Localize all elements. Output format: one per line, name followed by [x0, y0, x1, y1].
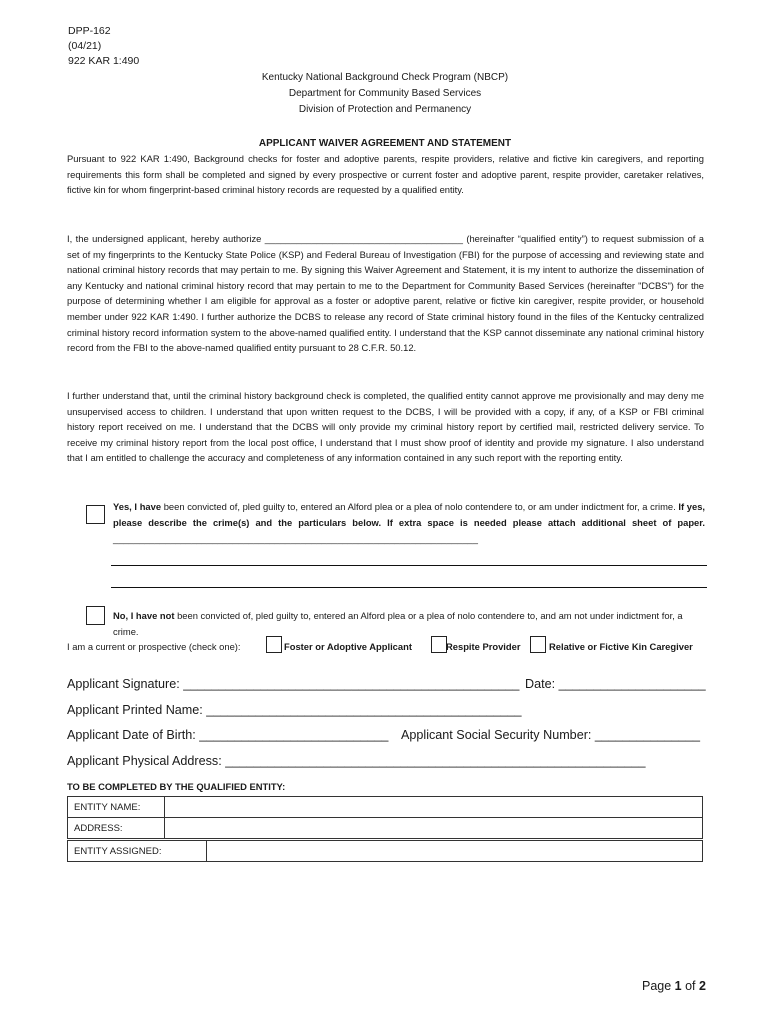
physical-address-field[interactable]: Applicant Physical Address: ____________________________________________________________ [67, 754, 646, 768]
entity-table [67, 796, 703, 839]
page-of: of [681, 979, 699, 993]
entity-assigned-table [67, 840, 703, 862]
division-name: Division of Protection and Permanency [298, 104, 472, 115]
page-indicator [642, 979, 706, 993]
program-name: Kentucky National Background Check Program (NBCP) [261, 72, 509, 83]
respite-provider-checkbox[interactable] [431, 636, 447, 653]
department-name: Department for Community Based Services [288, 88, 482, 99]
table-row [68, 818, 703, 839]
entity-address-input[interactable] [165, 818, 703, 839]
crime-description-line-2[interactable] [111, 587, 707, 588]
entity-name-input[interactable] [165, 797, 703, 818]
form-number: DPP-162 [68, 25, 111, 37]
entity-address-label: ADDRESS: [68, 818, 165, 839]
authorization-paragraph: I, the undersigned applicant, hereby authorize ______________________________________ (hereinafter “qualified entity”) to request submission of a set of my fingerprints to the Kentucky State Police (KSP) and Federal Bureau of Investigation (FBI) for the purpose of accessing and reviewing state and national criminal history records that may pertain to me. By signing this Waiver Agreement and Statement, it is my intent to authorize the dissemination of any Kentucky and national criminal history record that may pertain to me to the Department for Community Based Services (hereinafter "DCBS") for the purpose of determining whether I am eligible for approval as a foster or adoptive parent, relative or fictive kin caregiver, respite provider, or household member under 922 KAR 1:490. I further authorize the DCBS to release any record of State criminal history found in the files of the Kentucky centralized criminal history record information system to the above-named qualified entity. I understand that the KSP cannot disseminate any national criminal history record from the FBI to the above-named qualified entity pursuant to 28 C.F.R. 50.12. [67, 233, 704, 354]
applicant-type-prompt: I am a current or prospective (check one): [67, 641, 241, 652]
foster-adoptive-checkbox[interactable] [266, 636, 282, 653]
entity-assigned-input[interactable] [207, 841, 703, 862]
applicant-type-row [67, 639, 241, 655]
form-revision: (04/21) [68, 40, 102, 52]
entity-section-heading: TO BE COMPLETED BY THE QUALIFIED ENTITY: [67, 781, 286, 792]
agency-block [0, 70, 770, 118]
relative-kin-checkbox[interactable] [530, 636, 546, 653]
form-regulation: 922 KAR 1:490 [68, 55, 140, 67]
yes-instruction: If yes, please describe the crime(s) and the particulars below. If extra space is needed please attach additional sheet of paper. [113, 501, 706, 528]
crime-description-line-1[interactable] [111, 565, 707, 566]
respite-provider-label: Respite Provider [446, 641, 521, 652]
yes-checkbox[interactable] [86, 505, 105, 524]
page-current: 1 [674, 979, 682, 993]
yes-lead: Yes, I have [113, 501, 162, 512]
table-row [68, 841, 703, 862]
intro-paragraph: Pursuant to 922 KAR 1:490, Background checks for foster and adoptive parents, respite providers, relative and fictive kin caregivers, and reporting requirements this form shall be completed and signed by every prospective or current foster and adoptive parent, respite provider, caretaker relatives, fictive kin for whom fingerprint-based criminal history records are requested by a qualified entity. [67, 153, 704, 196]
form-header [68, 24, 139, 69]
foster-adoptive-label: Foster or Adoptive Applicant [284, 641, 412, 652]
no-statement [113, 608, 705, 640]
no-lead: No, I have not [113, 610, 175, 621]
yes-statement [113, 499, 705, 547]
signature-field[interactable]: Applicant Signature: ________________________________________________ [67, 677, 520, 691]
date-of-birth-field[interactable]: Applicant Date of Birth: ___________________________ [67, 728, 389, 742]
ssn-field[interactable]: Applicant Social Security Number: _______________ [401, 728, 700, 742]
relative-kin-label: Relative or Fictive Kin Caregiver [549, 641, 693, 652]
understanding-paragraph: I further understand that, until the criminal history background check is completed, the qualified entity cannot approve me provisionally and may deny me unsupervised access to children. I understand that upon written request to the DCBS, I will be provided with a copy, if any, of a KSP or FBI criminal history report received on me. I understand that the DCBS will only provide my criminal history report by certified mail, restricted delivery service. To receive my criminal history report from the local post office, I understand that I must show proof of identity and provide my signature. I also understand that I am entitled to challenge the accuracy and completeness of any information contained in any such report with the reporting entity. [67, 390, 704, 464]
page-total: 2 [699, 979, 706, 993]
document-title: APPLICANT WAIVER AGREEMENT AND STATEMENT [258, 138, 512, 149]
no-checkbox[interactable] [86, 606, 105, 625]
no-text: been convicted of, pled guilty to, entered an Alford plea or a plea of nolo contendere to, and am not under indictment for, a crime. [113, 610, 683, 637]
table-row [68, 797, 703, 818]
yes-blank[interactable]: ______________________________________________________________________ [113, 533, 478, 544]
entity-assigned-label: ENTITY ASSIGNED: [68, 841, 207, 862]
printed-name-field[interactable]: Applicant Printed Name: _____________________________________________ [67, 703, 522, 717]
date-field[interactable]: Date: _____________________ [525, 677, 706, 691]
page-prefix: Page [642, 979, 675, 993]
yes-text: been convicted of, pled guilty to, entered an Alford plea or a plea of nolo contendere to, or am under indictment for, a crime. [161, 501, 679, 512]
entity-name-label: ENTITY NAME: [68, 797, 165, 818]
